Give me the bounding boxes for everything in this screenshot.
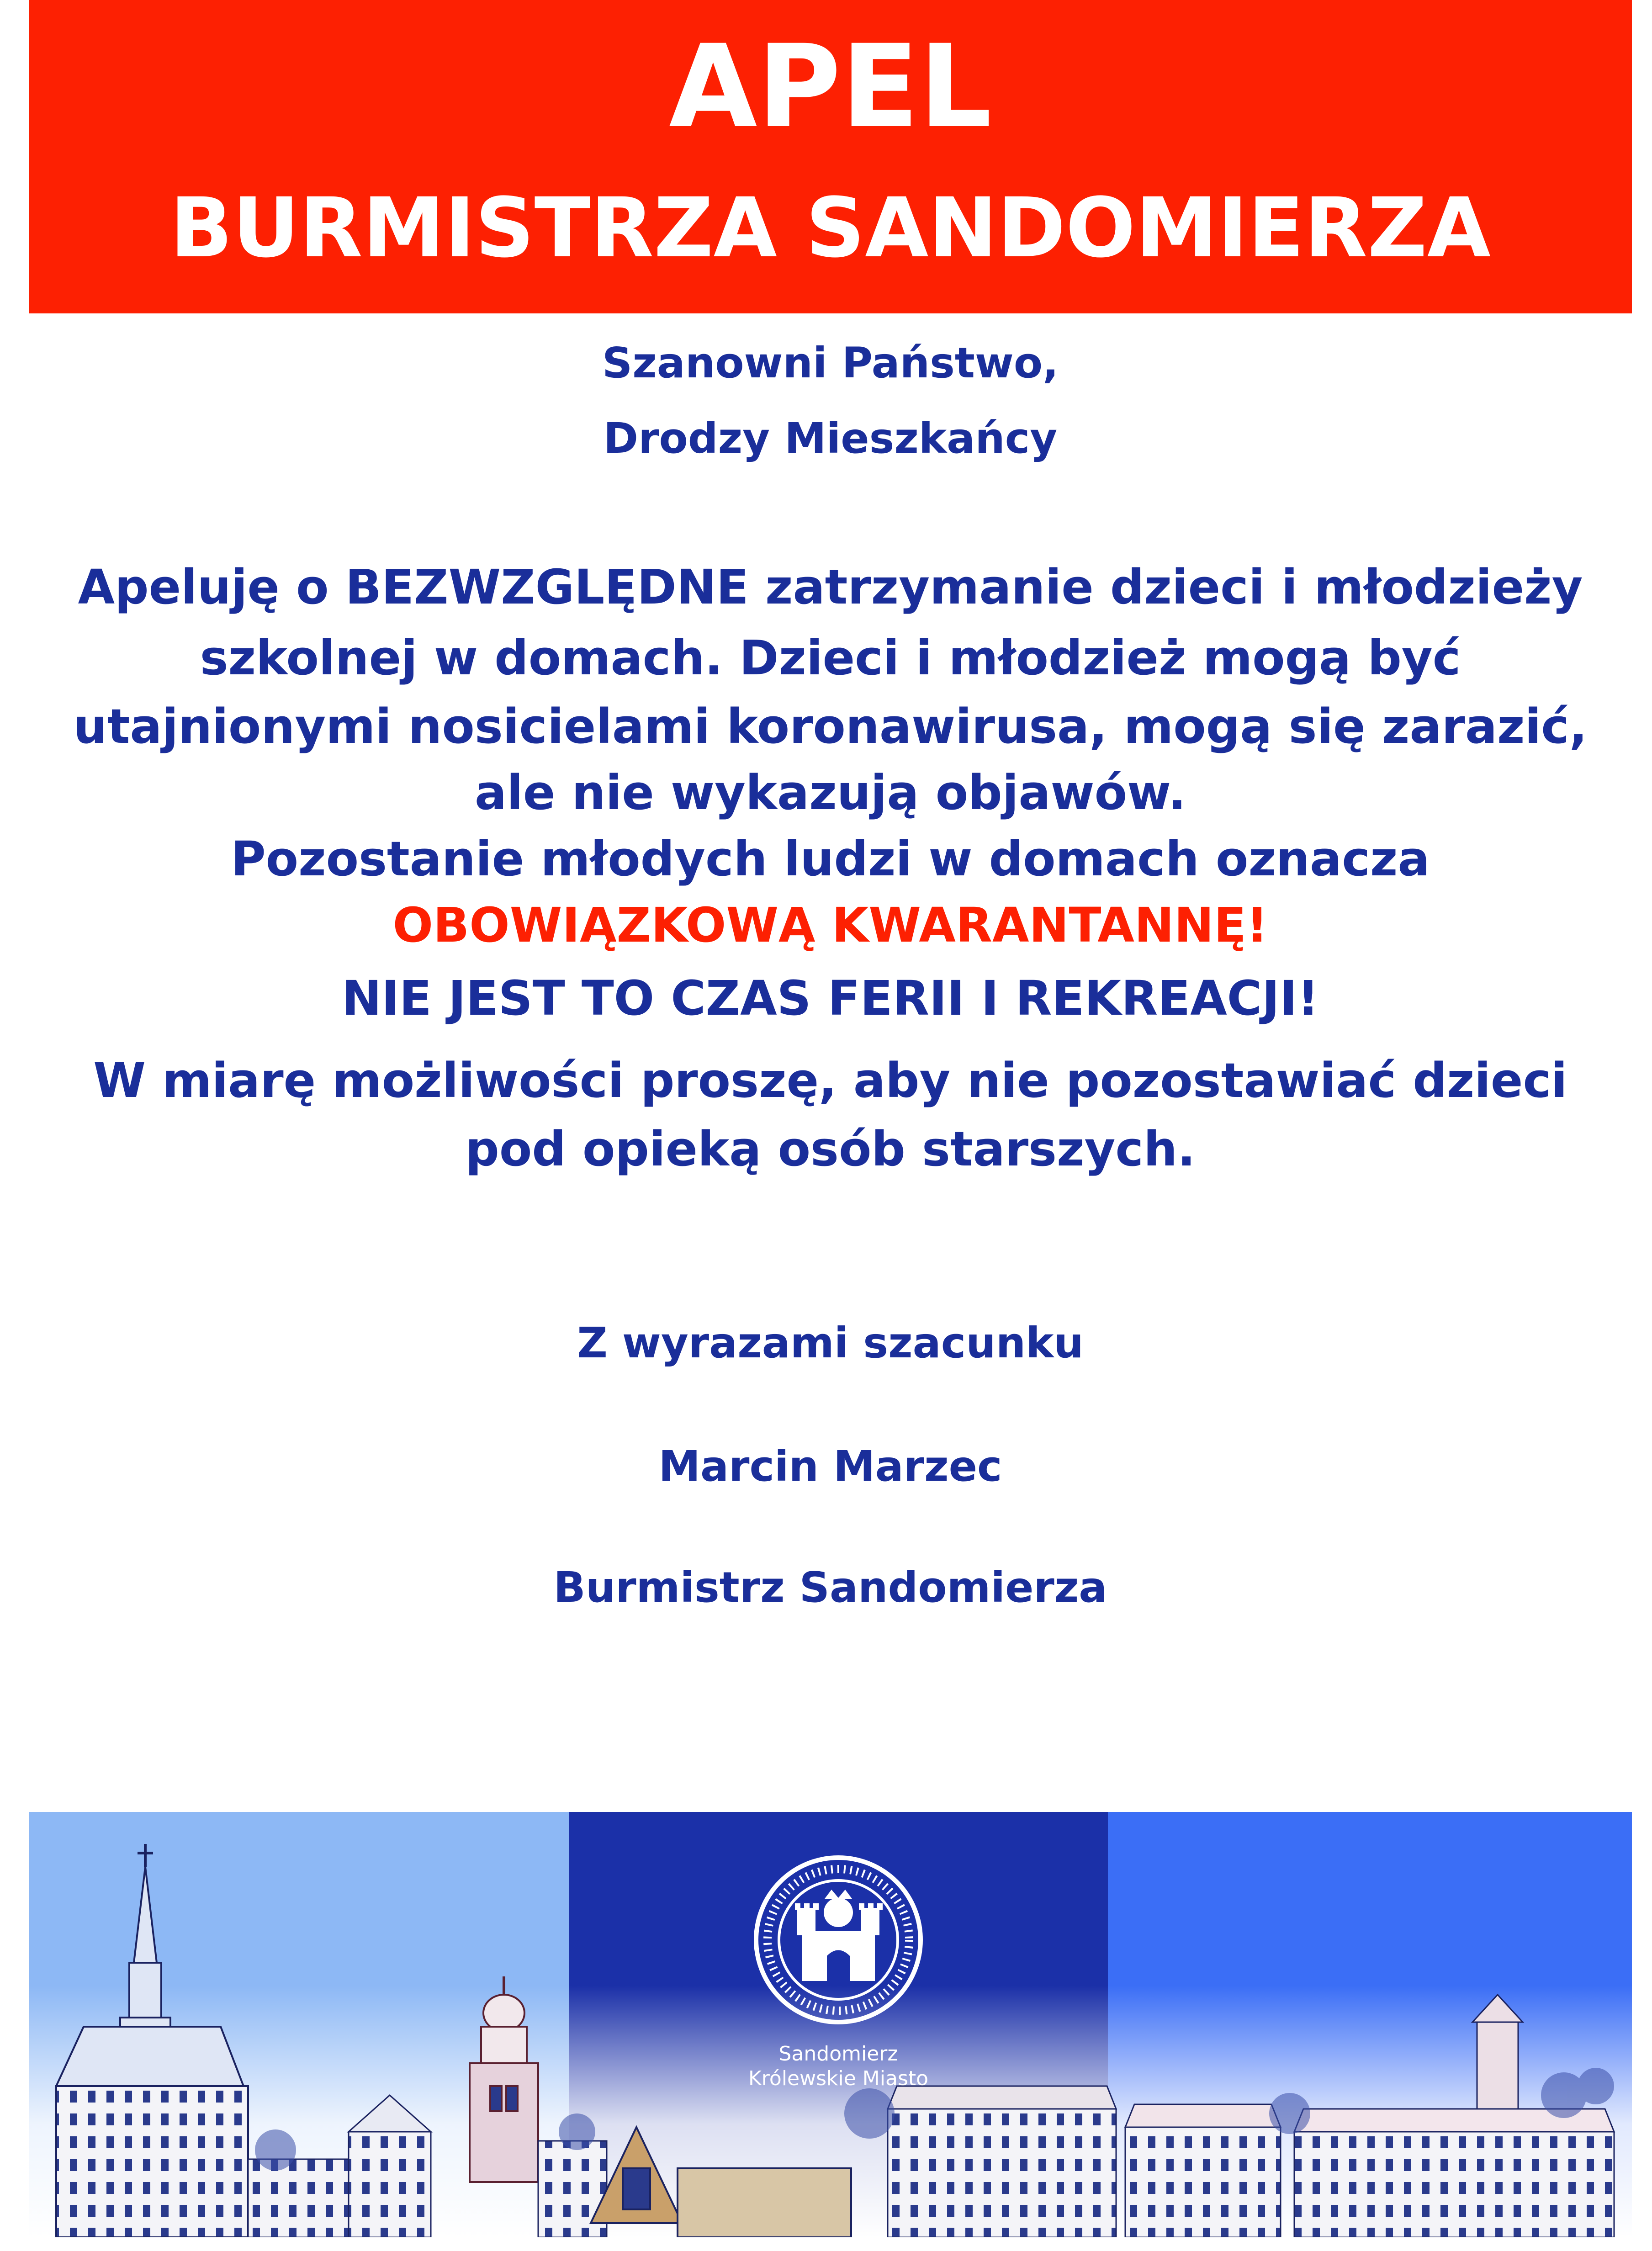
header-banner: [29, 0, 1632, 313]
city-coat-of-arms-seal-icon: [752, 1853, 925, 2027]
appeal-line-4: ale nie wykazują objawów.: [474, 765, 1186, 821]
logo-text-tagline: Królewskie Miasto: [748, 2067, 929, 2090]
greeting-line-1: Szanowni Państwo,: [602, 339, 1059, 387]
signature-name: Marcin Marzec: [658, 1442, 1002, 1491]
greeting-line-2: Drodzy Mieszkańcy: [603, 414, 1058, 463]
footer-banner: [29, 1812, 1632, 2237]
logo-text-city: Sandomierz: [778, 2042, 898, 2066]
appeal-line-2: szkolnej w domach. Dzieci i młodzież mogą być: [200, 630, 1461, 686]
page-title: APEL: [669, 20, 992, 153]
not-holiday-line: NIE JEST TO CZAS FERII I REKREACJI!: [342, 970, 1319, 1026]
quarantine-line: Pozostanie młodych ludzi w domach oznacza: [231, 831, 1430, 887]
page-subtitle: BURMISTRZA SANDOMIERZA: [169, 180, 1491, 276]
elderly-line-1: W miarę możliwości proszę, aby nie pozostawiać dzieci: [93, 1053, 1567, 1108]
quarantine-highlight: OBOWIĄZKOWĄ KWARANTANNĘ!: [392, 897, 1268, 953]
signature-closing: Z wyrazami szacunku: [577, 1319, 1084, 1367]
appeal-line-1: Apeluję o BEZWZGLĘDNE zatrzymanie dzieci i młodzieży: [78, 559, 1583, 615]
elderly-line-2: pod opieką osób starszych.: [465, 1121, 1196, 1177]
appeal-line-3: utajnionymi nosicielami koronawirusa, mogą się zarazić,: [73, 699, 1588, 754]
signature-role: Burmistrz Sandomierza: [553, 1563, 1107, 1612]
